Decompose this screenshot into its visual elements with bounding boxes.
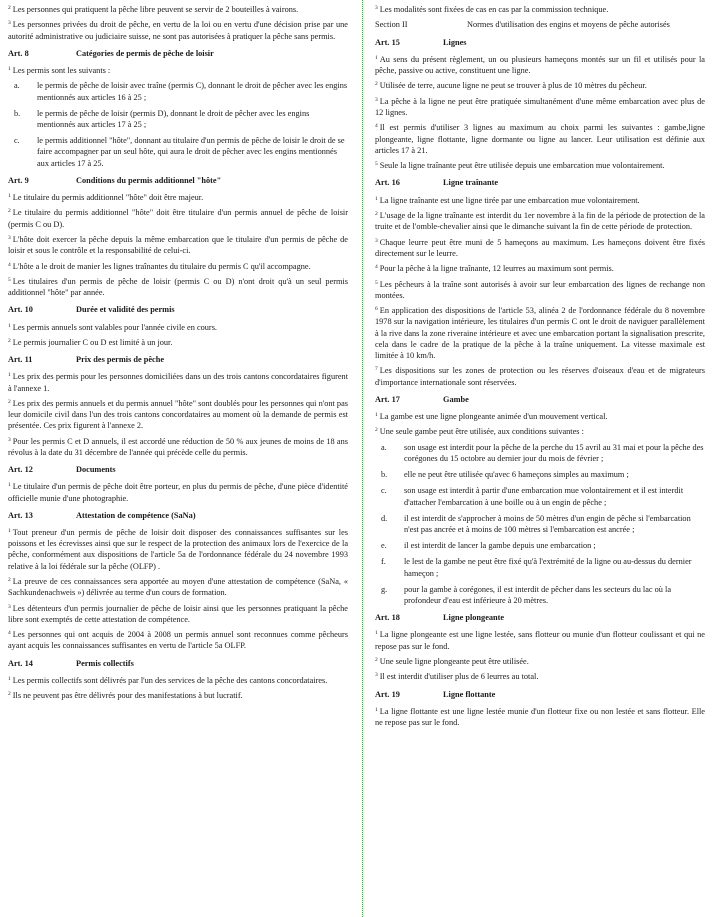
article-number: Art. 8 [8, 48, 29, 58]
list-item: a. le permis de pêche de loisir avec traîne (permis C), donnant le droit de pêcher avec les engins mentionnés aux articles 16 à 25 ; [14, 81, 348, 102]
article-heading-8 [8, 48, 348, 59]
article-title: Ligne traînante [443, 178, 499, 188]
paragraph: $^3$ Chaque leurre peut être muni de 5 hameçons au maximum. Les hameçons doivent être fixés directement sur le leurre. [375, 237, 705, 258]
article-number: Art. 19 [375, 689, 400, 699]
article-number: Art. 11 [8, 355, 33, 365]
paragraph: $^4$ L'hôte a le droit de manier les lignes traînantes du titulaire du permis C qu'il accompagne. [8, 261, 311, 271]
paragraph: $^3$ La pêche à la ligne ne peut être pratiquée simultanément d'une même embarcation avec plus de 12 lignes. [375, 96, 705, 117]
section-title: Normes d'utilisation des engins et moyens de pêche autorisés [467, 20, 670, 30]
paragraph: $^4$ Pour la pêche à la ligne traînante, 12 leurres au maximum sont permis. [375, 264, 614, 274]
paragraph: $^3$ Les modalités sont fixées de cas en cas par la commission technique. [375, 5, 609, 14]
paragraph: $^6$ En application des dispositions de l'article 53, alinéa 2 de l'ordonnance fédérale du 8 novembre 1978 sur la navigation intérieure, les titulaires d'un permis C ont le droit de naviguer parallèlement à la rive dans la zone riveraine intérieure et avec une embarcation portant la signalisation prescrite, cela dans le cadre de la pratique de la pêche à la traîne uniquement. La vitesse maximale est limitée à 10 km/h. [375, 306, 705, 360]
paragraph: $^1$ Au sens du présent règlement, un ou plusieurs hameçons montés sur un fil et utilisés pour la pêche, passive ou active, constituent une ligne. [375, 54, 705, 75]
paragraph: $^2$ Les prix des permis annuels et du permis annuel "hôte" sont doublés pour les personnes qui n'ont pas leur domicile civil dans l'un des trois cantons concordataires au moment où la demande de permis est présentée. Ces prix figurent à l'annexe 2. [8, 398, 348, 431]
paragraph: $^2$ Une seule ligne plongeante peut être utilisée. [375, 656, 529, 666]
paragraph: $^5$ Les titulaires d'un permis de pêche de loisir (permis C ou D) n'ont droit qu'à un seul permis additionnel "hôte" par année. [8, 276, 348, 298]
left-column [8, 4, 348, 706]
article-heading-10 [8, 304, 348, 315]
paragraph: $^1$ La ligne flottante est une ligne lestée munie d'un flotteur fixe ou non lestée et sans flotteur. Elle ne repose pas sur le fond. [375, 706, 705, 727]
section-heading [375, 19, 705, 30]
column-divider [362, 0, 363, 917]
article-title: Durée et validité des permis [76, 305, 175, 315]
article-heading-17 [375, 394, 705, 405]
article-heading-14 [8, 658, 348, 669]
article-heading-16 [375, 177, 705, 188]
paragraph: $^1$ La gambe est une ligne plongeante animée d'un mouvement vertical. [375, 411, 608, 421]
article-heading-15 [375, 37, 705, 48]
paragraph: $^2$ Ils ne peuvent pas être délivrés pour des manifestations à but lucratif. [8, 691, 243, 701]
paragraph: $^1$ La ligne plongeante est une ligne lestée, sans flotteur ou munie d'un flotteur coulissant et qui ne repose pas sur le fond. [375, 630, 705, 651]
paragraph: $^2$ Les personnes qui pratiquent la pêche libre peuvent se servir de 2 bouteilles à vairons. [8, 5, 299, 14]
article-number: Art. 10 [8, 305, 33, 315]
article-heading-19 [375, 689, 705, 700]
list-item: c. son usage est interdit à partir d'une embarcation mue volontairement et il est interdit d'attacher l'embarcation à une boille ou à un engin de pêche ; [381, 486, 684, 507]
list-item: d. il est interdit de s'approcher à moins de 50 mètres d'un engin de pêche si l'embarcation n'est pas ancrée et à moins de 100 mètres si l'embarcation est ancrée ; [381, 513, 691, 534]
paragraph: $^2$ Une seule gambe peut être utilisée, aux conditions suivantes : [375, 427, 584, 437]
article-title: Documents [76, 465, 116, 475]
article-title: Attestation de compétence (SaNa) [76, 510, 196, 520]
article-number: Art. 9 [8, 175, 29, 185]
paragraph: $^4$ Il est permis d'utiliser 3 lignes au maximum au choix parmi les suivantes : gambe,ligne plongeante, ligne flottante, ligne dormante ou ligne au lancer. Leur utilisation est définie aux articles 17 à 21. [375, 123, 705, 155]
article-title: Catégories de permis de pêche de loisir [76, 48, 214, 58]
list-item: a. son usage est interdit pour la pêche de la perche du 15 avril au 31 mai et pour la pêche des corégones du 15 octobre au dernier jour du mois de février ; [381, 442, 704, 463]
article-heading-9 [8, 175, 348, 186]
article-number: Art. 12 [8, 465, 33, 475]
article-number: Art. 14 [8, 658, 33, 668]
paragraph: $^1$ Les permis collectifs sont délivrés par l'un des services de la pêche des cantons concordataires. [8, 675, 328, 685]
article-title: Gambe [443, 394, 469, 404]
article-heading-13 [8, 510, 348, 521]
paragraph: $^2$ Le permis journalier C ou D est limité à un jour. [8, 337, 173, 347]
paragraph: $^1$ Tout preneur d'un permis de pêche de loisir doit disposer des connaissances suffisantes sur les poissons et les écrevisses ainsi que sur le respect de la protection des animaux lors de l'exercice de la pêche, conformément aux dispositions de l'article 5a de l'ordonnance fédérale du 24 novembre 1993 relative à la loi fédérale sur la pêche (OLFP) . [8, 528, 348, 571]
list-item: e. il est interdit de lancer la gambe depuis une embarcation ; [381, 541, 596, 551]
article-title: Prix des permis de pêche [76, 355, 165, 365]
paragraph: $^1$ La ligne traînante est une ligne tirée par une embarcation mue volontairement. [375, 195, 640, 205]
list-item: b. elle ne peut être utilisée qu'avec 6 hameçons simples au maximum ; [381, 470, 629, 480]
paragraph: $^1$ Les permis annuels sont valables pour l'année civile en cours. [8, 322, 217, 332]
paragraph: $^4$ Les personnes qui ont acquis de 2004 à 2008 un permis annuel sont reconnues comme pêcheurs ayant acquis les connaissances suffisantes en vertu de l'article 5a OLFP. [8, 630, 348, 651]
article-number: Art. 18 [375, 613, 400, 623]
paragraph: $^3$ Les personnes privées du droit de pêche, en vertu de la loi ou en vertu d'une décision prise par une autorité administrative ou judiciaire suisse, ne sont pas autorisées à pratiquer la pêche sans permis. [8, 20, 348, 41]
list-item: f. le lest de la gambe ne peut être fixé qu'à l'extrémité de la ligne ou au-dessus du dernier hameçon ; [381, 557, 692, 578]
list-item: b. le permis de pêche de loisir (permis D), donnant le droit de pêcher avec les engins mentionnés aux articles 17 à 25 ; [14, 108, 310, 129]
paragraph: $^1$ Les prix des permis pour les personnes domiciliées dans un des trois cantons concordataires figurent à l'annexe 1. [8, 372, 348, 393]
article-number: Art. 13 [8, 510, 33, 520]
article-number: Art. 17 [375, 394, 400, 404]
paragraph: $^2$ La preuve de ces connaissances sera apportée au moyen d'une attestation de compétence (SaNa, « Sachkundenachweis ») délivrée au terme d'un cours de formation. [8, 577, 348, 598]
paragraph: $^2$ Utilisée de terre, aucune ligne ne peut se trouver à plus de 10 mètres du pêcheur. [375, 81, 647, 91]
paragraph: $^1$ Le titulaire du permis additionnel "hôte" doit être majeur. [8, 193, 204, 203]
article-heading-12 [8, 464, 348, 475]
paragraph: $^1$ Les permis sont les suivants : [8, 66, 111, 75]
section-number: Section II [375, 20, 408, 30]
article-title: Permis collectifs [76, 658, 134, 668]
list-item: g. pour la gambe à corégones, il est interdit de pêcher dans les secteurs du lac où la profondeur d'eau est inférieure à 20 mètres. [381, 584, 672, 605]
article-title: Ligne plongeante [443, 613, 505, 623]
article-number: Art. 15 [375, 37, 400, 47]
paragraph: $^2$ Le titulaire du permis additionnel "hôte" doit être titulaire d'un permis annuel de pêche de loisir (permis C ou D). [8, 208, 348, 229]
article-title: Lignes [443, 37, 467, 47]
paragraph: $^1$ Le titulaire d'un permis de pêche doit être porteur, en plus du permis de pêche, d'une pièce d'identité officielle munie d'une photographie. [8, 482, 348, 503]
article-heading-11 [8, 354, 348, 365]
paragraph: $^5$ Seule la ligne traînante peut être utilisée depuis une embarcation mue volontairement. [375, 161, 665, 171]
paragraph: $^3$ Il est interdit d'utiliser plus de 6 leurres au total. [375, 672, 539, 682]
list-item: c. le permis additionnel "hôte", donnant au titulaire d'un permis de pêche de loisir le droit de se faire accompagner par un seul hôte, qui aura le droit de pêcher avec les engins mentionnés aux articles 17 à 25. [14, 136, 345, 168]
paragraph: $^3$ Pour les permis C et D annuels, il est accordé une réduction de 50 % aux jeunes de moins de 18 ans révolus à la date du 31 décembre de l'année qui précède celle du permis. [8, 436, 348, 457]
paragraph: $^2$ L'usage de la ligne traînante est interdit du 1er novembre à la fin de la période de protection de la truite et de l'omble-chevalier ainsi que le dimanche suivant la fin de cette période de protection. [375, 210, 705, 232]
paragraph: $^3$ Les détenteurs d'un permis journalier de pêche de loisir ainsi que les personnes pratiquant la pêche libre sont exemptés de cette attestation de compétence. [8, 603, 348, 624]
paragraph: $^3$ L'hôte doit exercer la pêche depuis la même embarcation que le titulaire d'un permis de pêche de loisir et sous le contrôle et la responsabilité de celui-ci. [8, 235, 348, 256]
right-column [375, 4, 705, 732]
article-title: Ligne flottante [443, 689, 496, 699]
article-title: Conditions du permis additionnel "hôte" [76, 175, 222, 185]
paragraph: $^5$ Les pêcheurs à la traîne sont autorisés à avoir sur leur embarcation des lignes de rechange non montées. [375, 279, 705, 300]
article-number: Art. 16 [375, 178, 400, 188]
article-heading-18 [375, 612, 705, 623]
paragraph: $^7$ Les dispositions sur les zones de protection ou les réserves d'oiseaux d'eau et de migrateurs d'importance internationale sont réservées. [375, 366, 705, 387]
